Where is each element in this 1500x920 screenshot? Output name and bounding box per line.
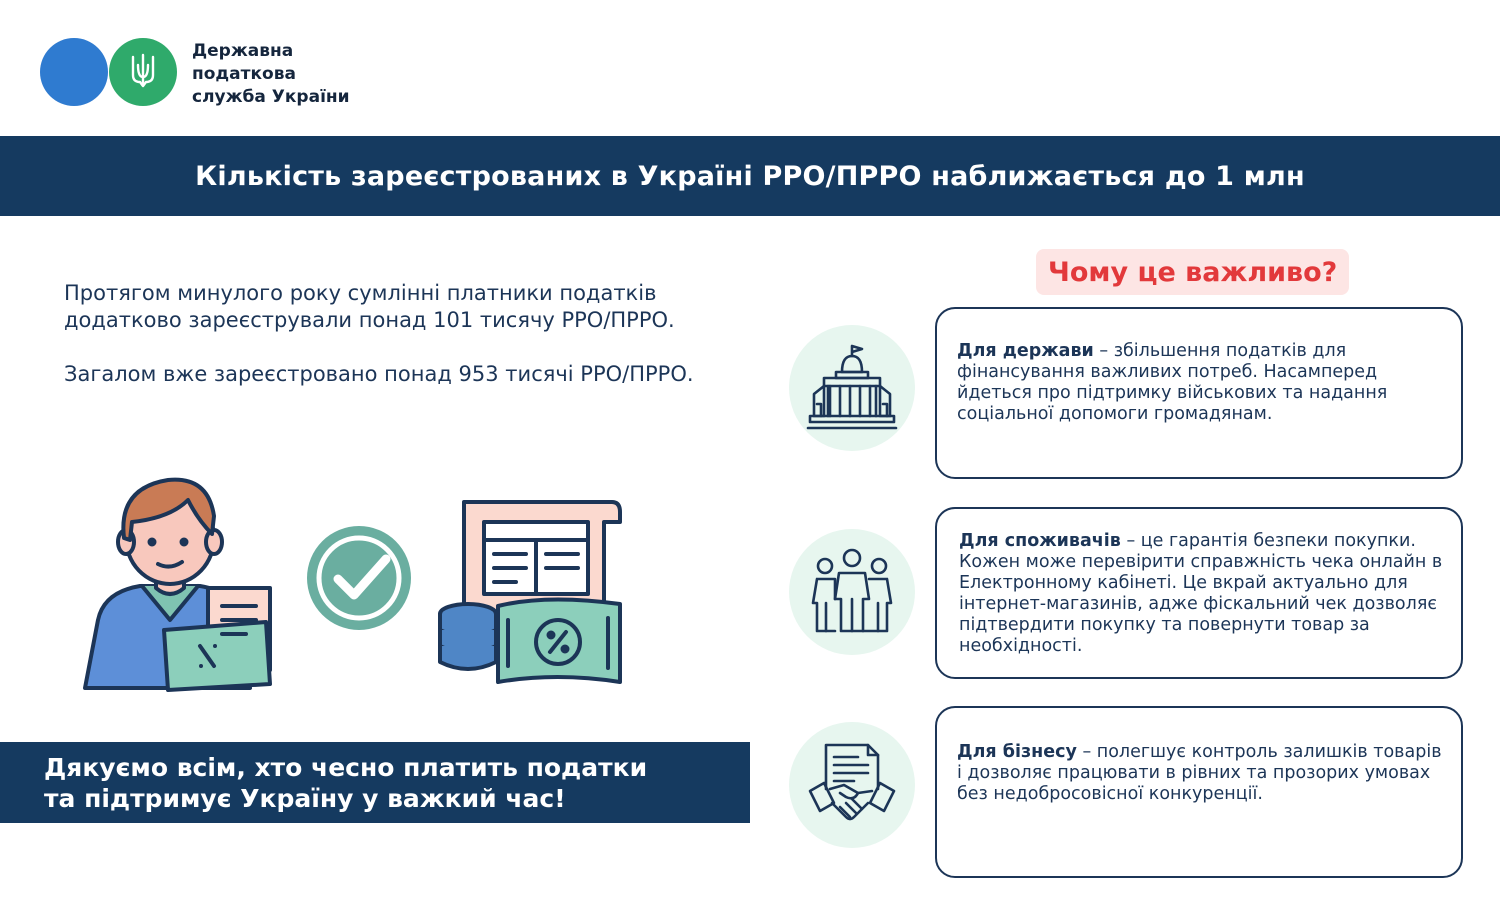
card-consumers-description: – це гарантія безпеки покупки. Кожен може перевірити справжність чека онлайн в Електронному кабінеті. Це вкрай актуально для інтернет-магазинів, адже фіскальний чек дозволяє підтвердити покупку та повернути товар за необхідності. bbox=[959, 531, 1443, 656]
logo bbox=[40, 38, 380, 108]
people-group-icon bbox=[809, 547, 895, 637]
card-state bbox=[935, 307, 1463, 479]
organization-name-line-1: Державна bbox=[192, 41, 294, 61]
thank-you-banner bbox=[0, 742, 750, 823]
why-important-title: Чому це важливо? bbox=[1048, 256, 1338, 288]
card-business-label: Для бізнесу bbox=[957, 742, 1077, 762]
trident-emblem-icon bbox=[130, 53, 156, 91]
card-consumers-label: Для споживачів bbox=[959, 531, 1121, 551]
page-title: Кількість зареєстрованих в Україні РРО/ПРРО наближається до 1 млн bbox=[195, 160, 1305, 192]
card-business-description: – полегшує контроль залишків товарів і дозволяє працювати в рівних та прозорих умовах без недобросовісної конкуренції. bbox=[957, 742, 1442, 804]
government-icon-circle bbox=[789, 325, 915, 451]
consumers-icon-circle bbox=[789, 529, 915, 655]
organization-name-line-3: служба України bbox=[192, 87, 350, 107]
card-consumers bbox=[935, 507, 1463, 679]
card-business-text bbox=[957, 742, 1442, 805]
intro-paragraph-2: Загалом вже зареєстровано понад 953 тисячі РРО/ПРРО. bbox=[64, 362, 694, 386]
receipt-coins-banknote-illustration bbox=[436, 496, 626, 686]
organization-name-line-2: податкова bbox=[192, 64, 296, 84]
card-state-description: – збільшення податків для фінансування важливих потреб. Насамперед йдеться про підтримку військових та надання соціальної допомоги громадянам. bbox=[957, 341, 1388, 424]
thank-you-line-1: Дякуємо всім, хто чесно платить податки bbox=[44, 753, 648, 782]
title-banner bbox=[0, 136, 1500, 216]
taxpayer-with-receipt-illustration bbox=[80, 470, 280, 692]
why-important-heading bbox=[1036, 249, 1349, 295]
intro-paragraph-1: Протягом минулого року сумлінні платники податків додатково зареєстрували понад 101 тисячу РРО/ПРРО. bbox=[64, 281, 675, 332]
organization-name bbox=[192, 40, 382, 109]
check-mark-icon bbox=[304, 523, 414, 633]
card-state-text bbox=[957, 341, 1417, 425]
card-state-label: Для держави bbox=[957, 341, 1094, 361]
logo-green-circle bbox=[109, 38, 177, 106]
logo-blue-circle bbox=[40, 38, 108, 106]
government-building-icon bbox=[806, 342, 898, 434]
intro-text bbox=[64, 280, 724, 415]
card-business bbox=[935, 706, 1463, 878]
business-icon-circle bbox=[789, 722, 915, 848]
card-consumers-text bbox=[959, 531, 1449, 657]
handshake-document-icon bbox=[806, 739, 898, 831]
thank-you-line-2: та підтримує Україну у важкий час! bbox=[44, 784, 566, 813]
